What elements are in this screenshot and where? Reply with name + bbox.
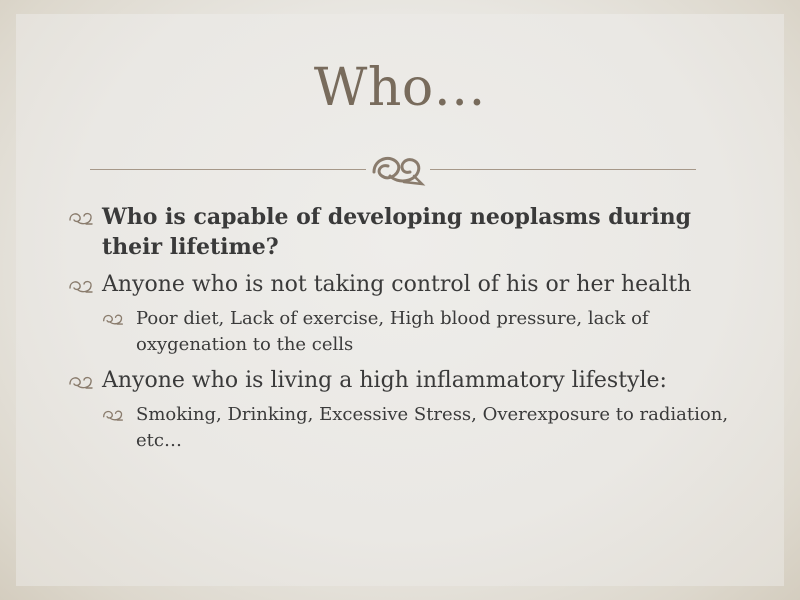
scroll-flourish-icon [68,278,94,294]
scroll-flourish-icon [68,210,94,226]
divider-left-line [90,169,366,170]
divider-right-line [430,169,696,170]
list-item[interactable] [102,306,748,358]
scroll-flourish-icon [68,374,94,390]
slide-title[interactable]: Who… [313,58,487,118]
list-item[interactable] [102,402,748,454]
list-item[interactable] [68,202,748,262]
scroll-flourish-icon [102,312,124,326]
list-item-text: Smoking, Drinking, Excessive Stress, Overexposure to radiation, etc… [136,404,729,451]
list-item[interactable] [68,366,748,396]
list-item-text: Who is capable of developing neoplasms during their lifetime? [102,204,691,260]
scroll-flourish-icon [102,408,124,422]
list-item-text: Anyone who is not taking control of his or her health [102,272,692,297]
bullet-list [68,202,748,462]
list-item[interactable] [68,270,748,300]
list-item-text: Anyone who is living a high inflammatory lifestyle: [102,368,667,393]
list-item-text: Poor diet, Lack of exercise, High blood pressure, lack of oxygenation to the cells [136,308,649,355]
calligraphic-flourish-icon [368,146,430,190]
